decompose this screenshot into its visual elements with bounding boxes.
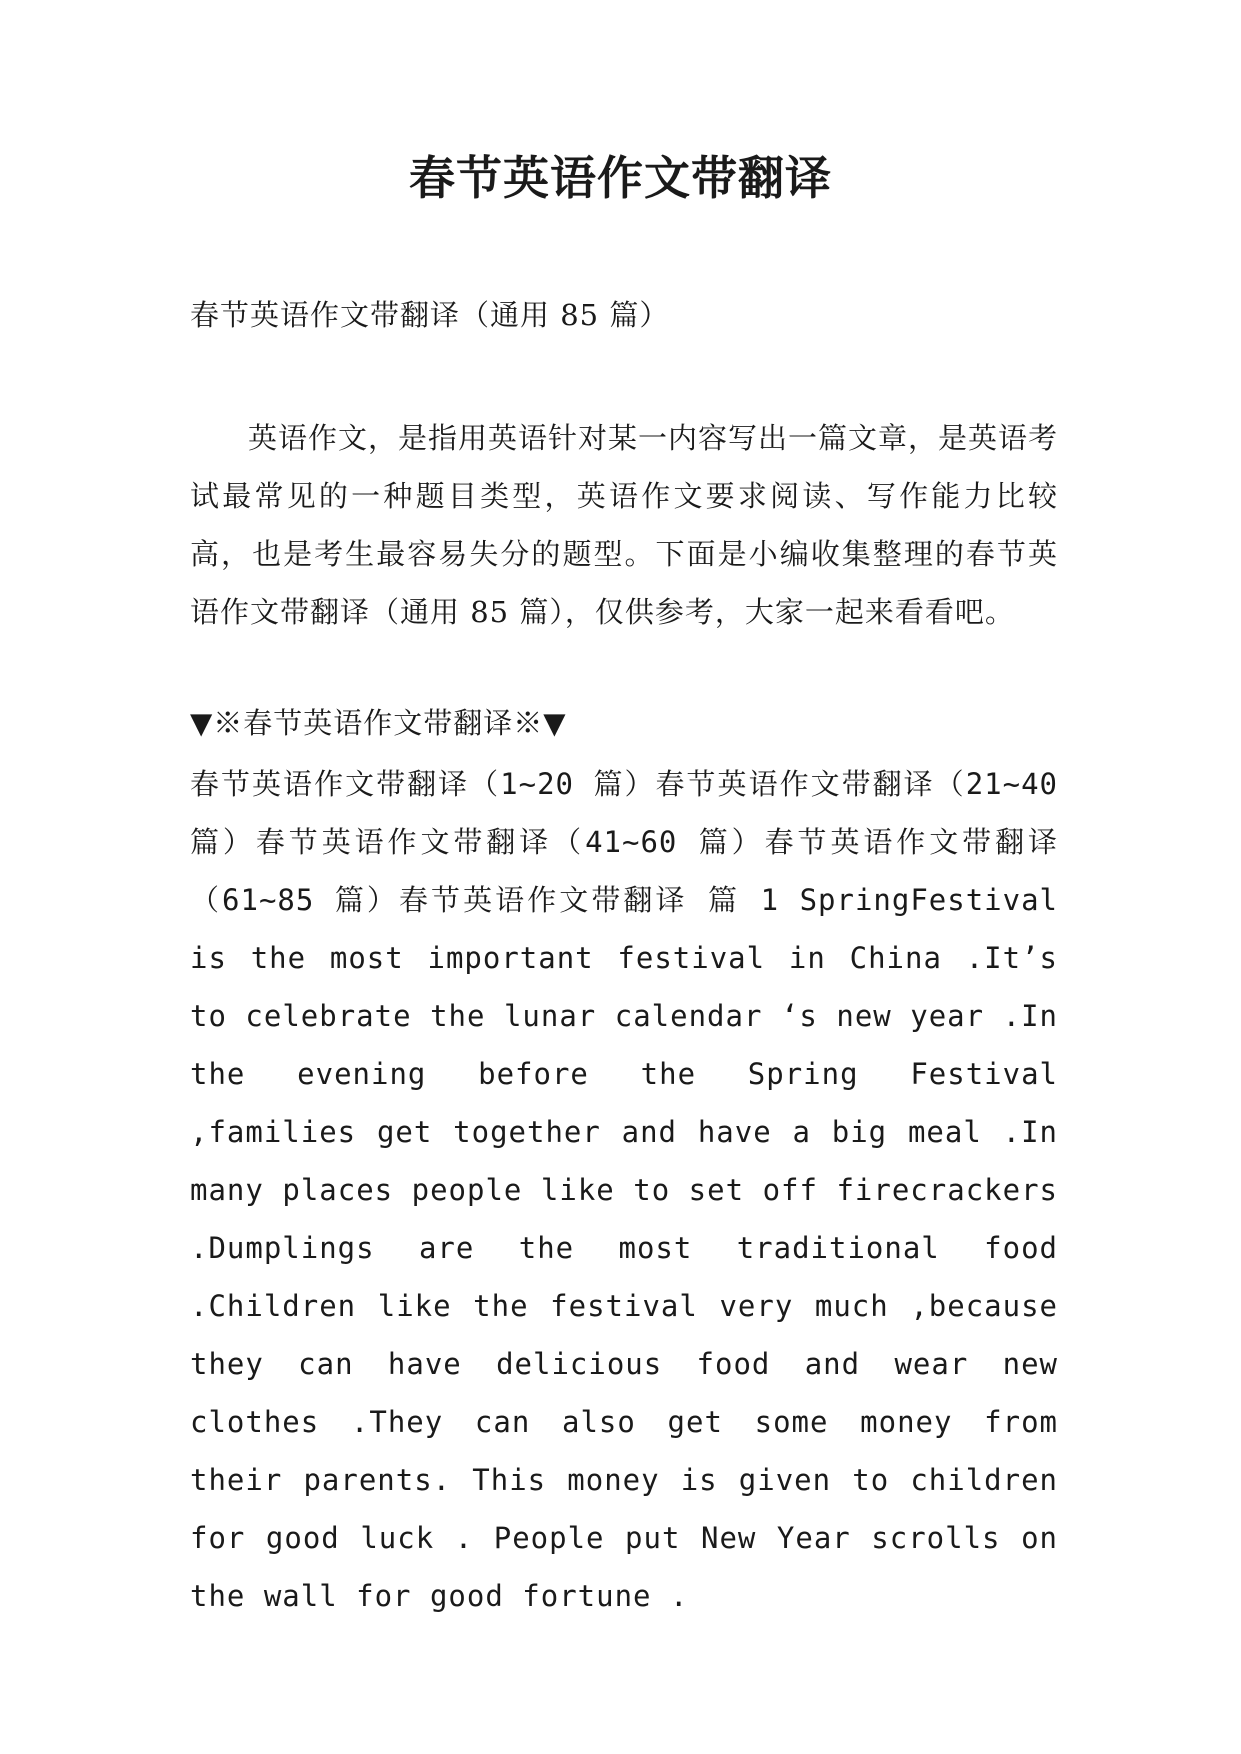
essay-text: 春节英语作文带翻译（1~20 篇）春节英语作文带翻译（21~40 篇）春节英语作文带翻译（41~60 篇）春节英语作文带翻译（61~85 篇）春节英语作文带翻译 篇 1 SpringFestival is the most important festival in China .It’s to celebrate the lunar calendar ‘s new year .In the evening before the Spring Festival ,families get together and have a big meal .In many places people like to set off firecrackers .Dumplings are the most traditional food .Children like the festival very much ,because they can have delicious food and wear new clothes .They can also get some money from their parents. This money is given to children for good luck . People put New Year scrolls on the wall for good fortune .	[190, 767, 1058, 1613]
document-subtitle: 春节英语作文带翻译（通用 85 篇）	[190, 298, 670, 332]
essay-content	[190, 755, 1058, 1625]
intro-paragraph: 英语作文，是指用英语针对某一内容写出一篇文章，是英语考试最常见的一种题目类型，英语作文要求阅读、写作能力比较高，也是考生最容易失分的题型。下面是小编收集整理的春节英语作文带翻译（通用 85 篇），仅供参考，大家一起来看看吧。	[190, 421, 1059, 629]
section-marker: ▼※春节英语作文带翻译※▼	[190, 706, 567, 740]
document-title: 春节英语作文带翻译	[409, 151, 832, 205]
